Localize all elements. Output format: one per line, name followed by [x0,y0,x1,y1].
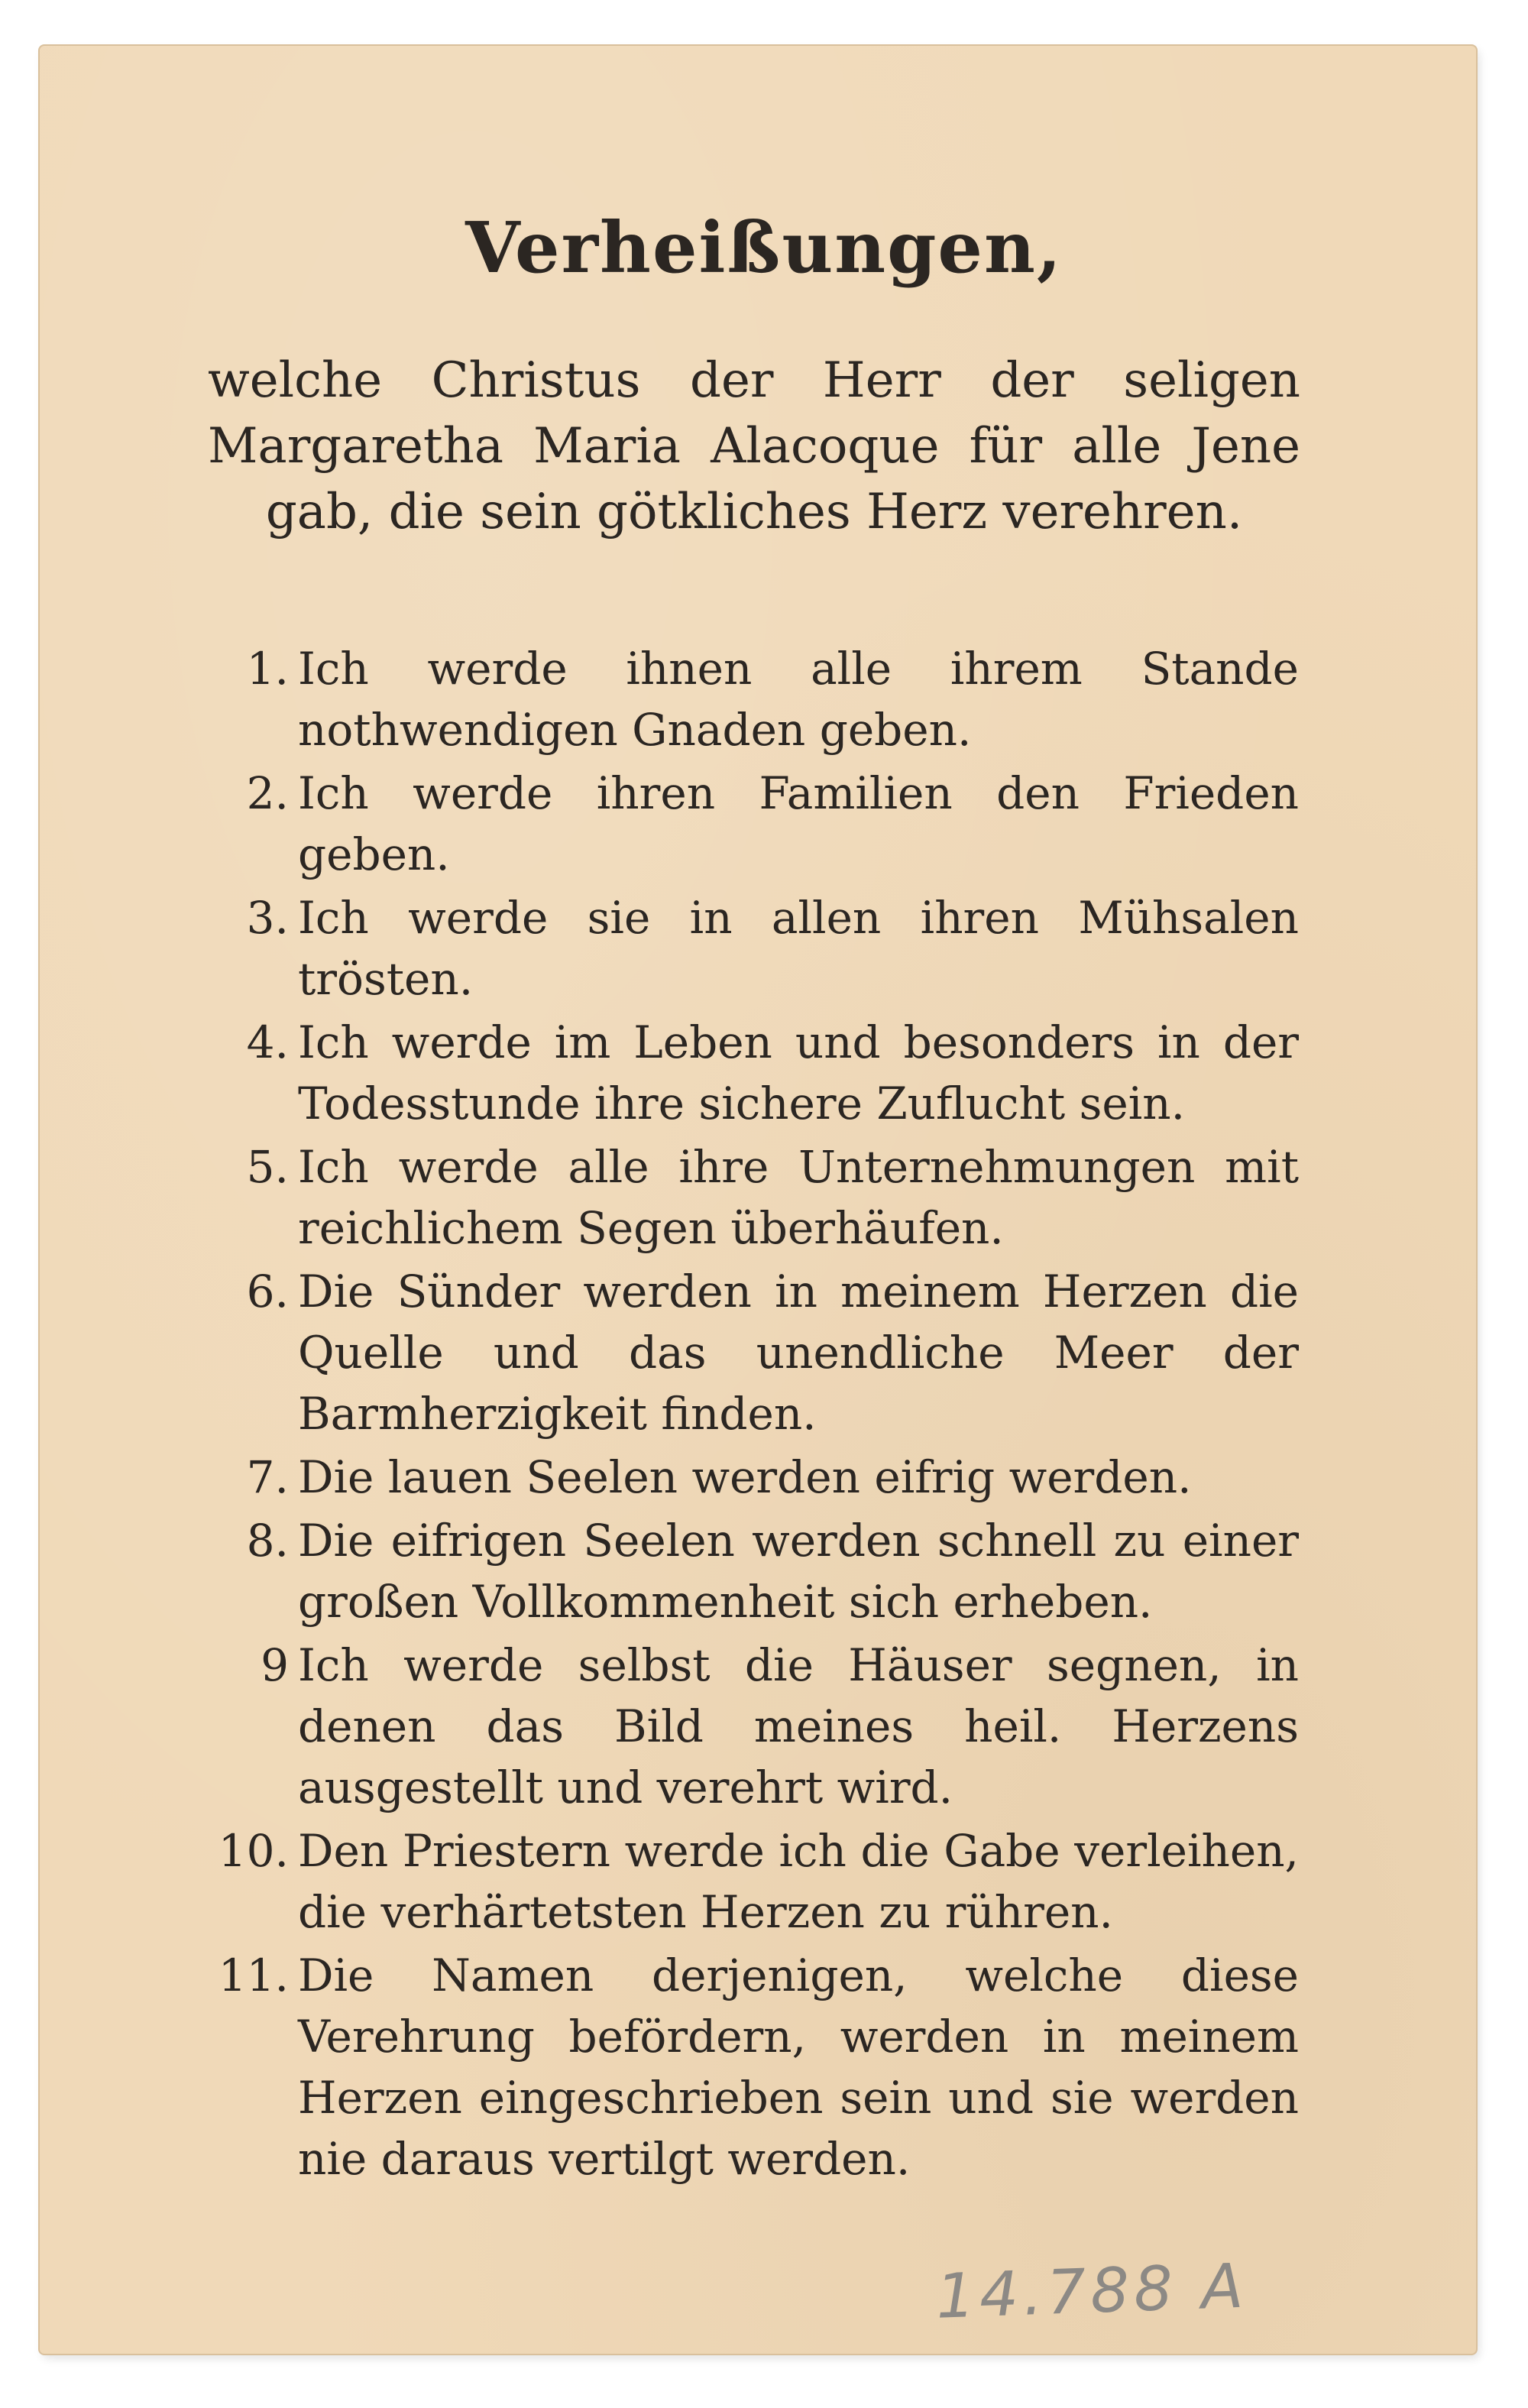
promise-number: 3. [246,892,289,944]
list-item [191,638,1299,760]
promise-text: Den Priestern werde ich die Gabe verleihen, die verhärtetsten Herzen zu rühren. [298,1825,1299,1938]
promise-number: 4. [246,1016,289,1068]
card-title: Verheißungen, [465,206,1063,289]
list-item [191,1635,1299,1818]
promise-number: 7. [246,1451,289,1503]
promise-text: Ich werde selbst die Häuser segnen, in denen das Bild meines heil. Herzens ausgestellt und verehrt wird. [298,1639,1299,1813]
card-intro: welche Christus der Herr der seligen Margaretha Maria Alacoque für alle Jene gab, die sein götkliches Herz verehren. [208,352,1300,540]
promise-text: Ich werde alle ihre Unternehmungen mit reichlichem Segen überhäufen. [298,1141,1299,1254]
promise-text: Ich werde ihren Familien den Frieden geben. [298,767,1299,880]
promise-text: Ich werde im Leben und besonders in der Todesstunde ihre sichere Zuflucht sein. [298,1016,1299,1129]
promise-number: 10. [218,1825,289,1877]
promise-text: Die Sünder werden in meinem Herzen die Quelle und das unendliche Meer der Barmherzigkeit finden. [298,1266,1299,1440]
list-item [191,1012,1299,1134]
list-item [191,1136,1299,1259]
catalog-number: 14.788 A [934,2250,1249,2332]
list-item [191,1510,1299,1632]
list-item [191,887,1299,1010]
list-item [191,1447,1299,1508]
promise-number: 9 [261,1639,289,1691]
promise-number: 6. [246,1266,289,1317]
promise-text: Ich werde sie in allen ihren Mühsalen trösten. [298,892,1299,1005]
list-item [191,1945,1299,2189]
promise-number: 1. [246,643,289,695]
promise-number: 8. [246,1515,289,1567]
list-item [191,763,1299,885]
promise-text: Die Namen derjenigen, welche diese Verehrung befördern, werden in meinem Herzen eingeschrieben sein und sie werden nie daraus vertilgt werden. [298,1949,1299,2185]
promise-text: Die lauen Seelen werden eifrig werden. [298,1451,1192,1503]
promise-text: Die eifrigen Seelen werden schnell zu einer großen Vollkommenheit sich erheben. [298,1515,1299,1628]
promise-number: 11. [218,1949,289,2001]
promise-number: 2. [246,767,289,819]
list-item [191,1820,1299,1943]
promise-text: Ich werde ihnen alle ihrem Stande nothwendigen Gnaden geben. [298,643,1299,756]
promises-list [191,638,1299,2192]
promise-number: 5. [246,1141,289,1193]
list-item [191,1261,1299,1444]
